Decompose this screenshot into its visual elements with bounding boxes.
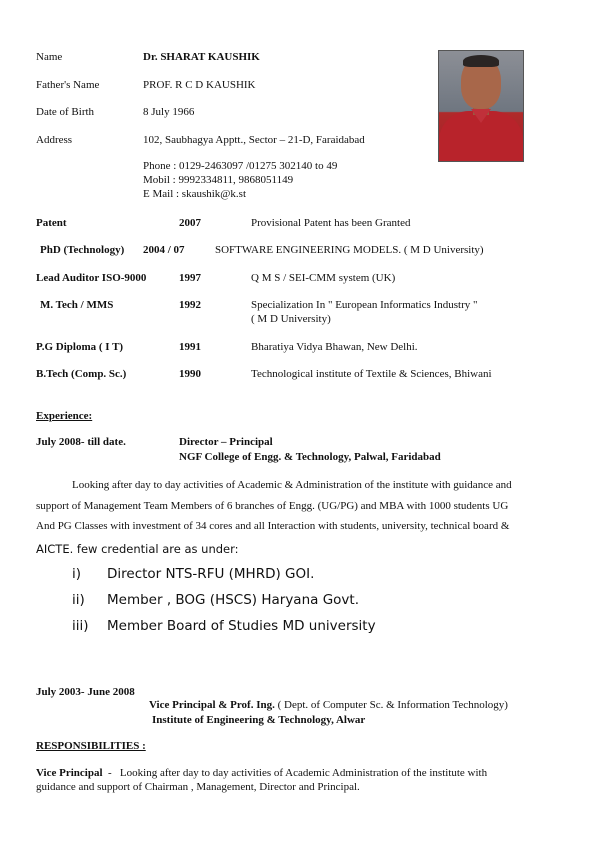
name-label: Name	[36, 51, 63, 63]
dob-label: Date of Birth	[36, 106, 95, 118]
qual-year: 2007	[179, 217, 201, 229]
job-org: Institute of Engineering & Technology, Alwar	[152, 714, 366, 726]
job-description-line: AICTE. few credential are as under:	[36, 542, 239, 556]
qual-detail: Bharatiya Vidya Bhawan, New Delhi.	[251, 341, 418, 353]
address-value: 102, Saubhagya Apptt., Sector – 21-D, Faraidabad	[143, 134, 365, 146]
job-role-detail: ( Dept. of Computer Sc. & Information Technology)	[274, 699, 508, 711]
qual-year: 1997	[179, 272, 201, 284]
qual-detail: SOFTWARE ENGINEERING MODELS. ( M D University)	[215, 244, 484, 256]
responsibility-text-line2: guidance and support of Chairman , Management, Director and Principal.	[36, 781, 360, 793]
credential-item: Member Board of Studies MD university	[107, 618, 376, 634]
mobile-line: Mobil : 9992334811, 9868051149	[143, 174, 294, 186]
job-role: Director – Principal	[179, 436, 273, 448]
father-value: PROF. R C D KAUSHIK	[143, 79, 256, 91]
job-period: July 2003- June 2008	[36, 686, 135, 698]
qual-year: 1991	[179, 341, 201, 353]
responsibility-line	[36, 767, 487, 779]
job-description-line: support of Management Team Members of 6 branches of Engg. (UG/PG) and MBA with 1000 students UG	[36, 500, 509, 512]
responsibility-text: Looking after day to day activities of Academic Administration of the institute with	[119, 767, 488, 779]
experience-heading: Experience:	[36, 410, 93, 422]
qual-title: P.G Diploma ( I T)	[36, 341, 124, 353]
credential-number: i)	[72, 566, 82, 582]
job-period: July 2008- till date.	[36, 436, 126, 448]
credential-number: iii)	[72, 618, 89, 634]
profile-photo	[438, 50, 524, 162]
job-role-line	[149, 699, 508, 711]
responsibilities-heading: RESPONSIBILITIES :	[36, 740, 146, 752]
job-description-line: Looking after day to day activities of Academic & Administration of the institute with guidance and	[72, 479, 512, 491]
qual-title: M. Tech / MMS	[40, 299, 114, 311]
qual-title: Lead Auditor ISO-9000	[36, 272, 147, 284]
job-role: Vice Principal & Prof. Ing.	[149, 699, 275, 711]
qual-detail-2: ( M D University)	[251, 313, 331, 325]
job-org: NGF College of Engg. & Technology, Palwal, Faridabad	[179, 451, 441, 463]
credential-item: Director NTS-RFU (MHRD) GOI.	[107, 566, 315, 582]
qual-title: Patent	[36, 217, 67, 229]
father-label: Father's Name	[36, 79, 100, 91]
qual-year: 2004 / 07	[143, 244, 185, 256]
address-label: Address	[36, 134, 73, 146]
qual-detail: Technological institute of Textile & Sciences, Bhiwani	[251, 368, 492, 380]
phone-line: Phone : 0129-2463097 /01275 302140 to 49	[143, 160, 338, 172]
dob-value: 8 July 1966	[143, 106, 195, 118]
qual-detail: Specialization In " European Informatics Industry "	[251, 299, 478, 311]
responsibility-role: Vice Principal	[36, 767, 103, 779]
name-value: Dr. SHARAT KAUSHIK	[143, 51, 260, 63]
qual-year: 1990	[179, 368, 201, 380]
qual-year: 1992	[179, 299, 201, 311]
job-description-line: And PG Classes with investment of 34 cores and all Interaction with students, university, technical board &	[36, 520, 510, 532]
qual-title: B.Tech (Comp. Sc.)	[36, 368, 127, 380]
responsibility-separator: -	[102, 767, 120, 779]
email-line: E Mail : skaushik@k.st	[143, 188, 247, 200]
qual-detail: Q M S / SEI-CMM system (UK)	[251, 272, 396, 284]
qual-detail: Provisional Patent has been Granted	[251, 217, 411, 229]
credential-item: Member , BOG (HSCS) Haryana Govt.	[107, 592, 359, 608]
qual-title: PhD (Technology)	[40, 244, 125, 256]
credential-number: ii)	[72, 592, 85, 608]
